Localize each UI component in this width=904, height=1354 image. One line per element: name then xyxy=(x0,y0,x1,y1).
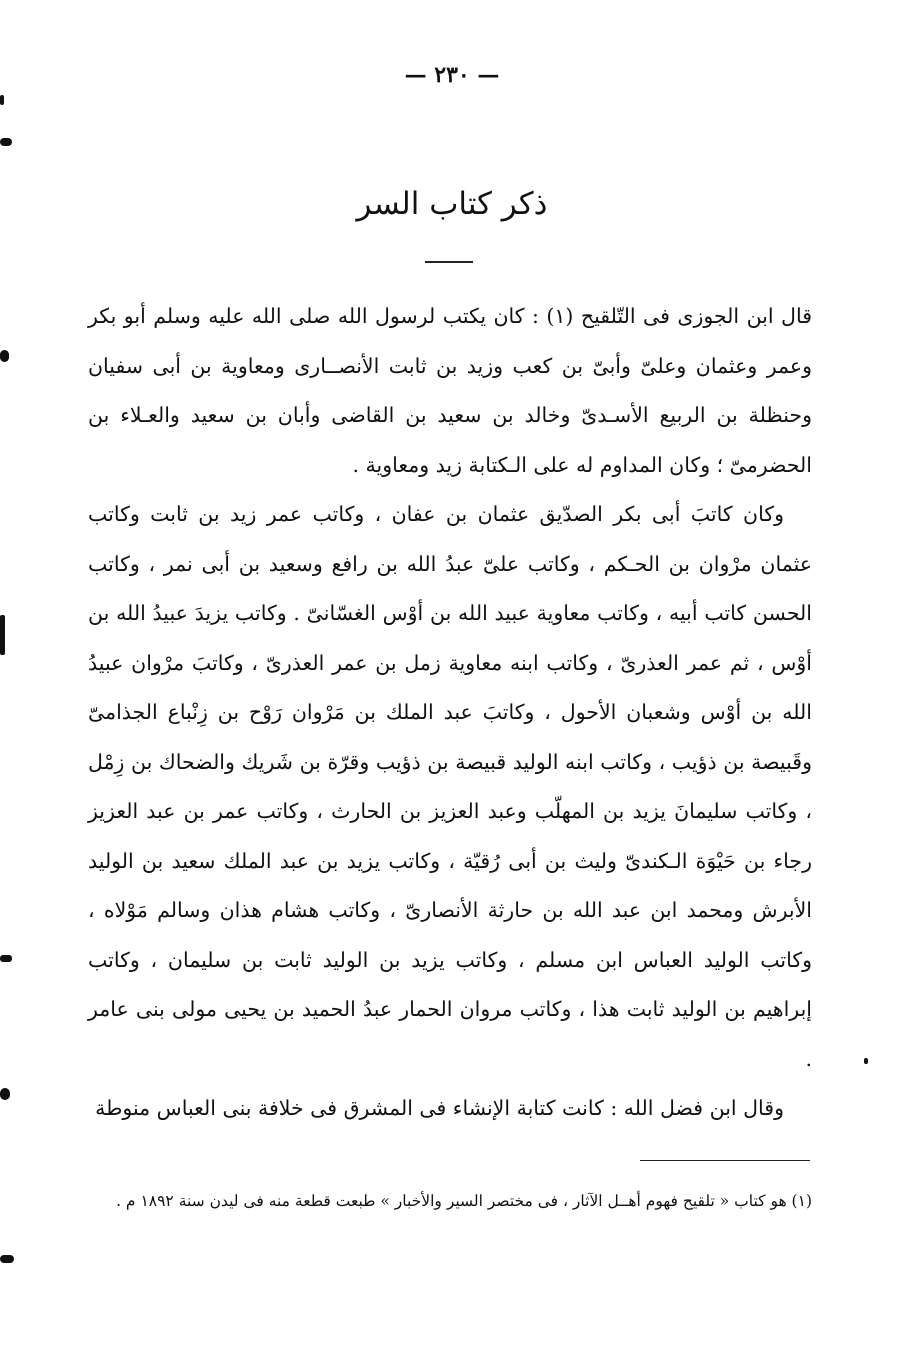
scan-mark xyxy=(0,1088,10,1100)
scan-mark xyxy=(0,350,9,362)
page-number: — ٢٣٠ — xyxy=(404,62,500,88)
paragraph: قال ابن الجوزى فى التّلقيح (١) : كان يكتب لرسول الله صلى الله عليه وسلم أبو بكر وعمر وعثمان وعلىّ وأبىّ بن كعب وزيد بن ثابت الأنصــارى ومعاوية بن أبى سفيان وحنظلة بن الربيع الأسـدىّ وخالد بن سعيد بن القاضى وأبان بن سعيد والعـلاء بن الحضرمىّ ؛ وكان المداوم له على الـكتابة زيد ومعاوية . xyxy=(88,304,812,477)
title-divider xyxy=(425,261,473,263)
scan-mark xyxy=(864,1058,868,1064)
paragraph: وقال ابن فضل الله : كانت كتابة الإنشاء فى المشرق فى خلافة بنى العباس منوطة xyxy=(95,1096,784,1120)
footnote: (١) هو كتاب « تلقيح فهوم أهــل الآثار ، فى مختصر السير والأخبار » طبعت قطعة منه فى ليدن سنة ١٨٩٢ م . xyxy=(116,1192,812,1210)
scan-mark xyxy=(0,138,12,146)
scan-mark xyxy=(0,1255,14,1263)
scan-mark xyxy=(0,615,5,655)
paragraph: وكان كاتبَ أبى بكر الصدّيق عثمان بن عفان ، وكاتب عمر زيد بن ثابت وكاتب عثمان مرْوان بن الحـكم ، وكاتب علىّ عبدُ الله بن رافع وسعيد بن أبى نمر ، وكاتب الحسن كاتب أبيه ، وكاتب معاوية عبيد الله بن أوْس الغسّانىّ . وكاتب يزيدَ عبيدُ الله بن أوْس ، ثم عمر العذرىّ ، وكاتب ابنه معاوية زمل بن عمر العذرىّ ، وكاتبَ مرْوان عبيدُ الله بن أوْس وشعبان الأحول ، وكاتبَ عبد الملك بن مَرْوان رَوْح بن زِنْباع الجذامىّ وقَبيصة بن ذؤيب ، وكاتب ابنه الوليد قبيصة بن ذؤيب وقرّة بن شَريك والضحاك بن زِمْل ، وكاتب سليمانَ يزيد بن المهلّب وعبد العزيز بن الحارث ، وكاتب عمر بن عبد العزيز رجاء بن حَيْوَة الـكندىّ وليث بن أبى رُقيّة ، وكاتب يزيد بن عبد الملك سعيد بن الوليد الأبرش ومحمد ابن عبد الله بن حارثة الأنصارىّ ، وكاتب هشام هذان وسالم مَوْلاه ، وكاتب الوليد العباس ابن مسلم ، وكاتب يزيد بن الوليد ثابت بن سليمان ، وكاتب إبراهيم بن الوليد ثابت هذا ، وكاتب مروان الحمار عبدُ الحميد بن يحيى مولى بنى عامر . xyxy=(88,502,812,1071)
chapter-title: ذكر كتاب السر xyxy=(356,186,548,222)
scan-mark xyxy=(0,955,12,962)
scan-mark xyxy=(0,95,4,105)
footnote-divider xyxy=(640,1160,810,1161)
body-text xyxy=(88,292,812,1134)
